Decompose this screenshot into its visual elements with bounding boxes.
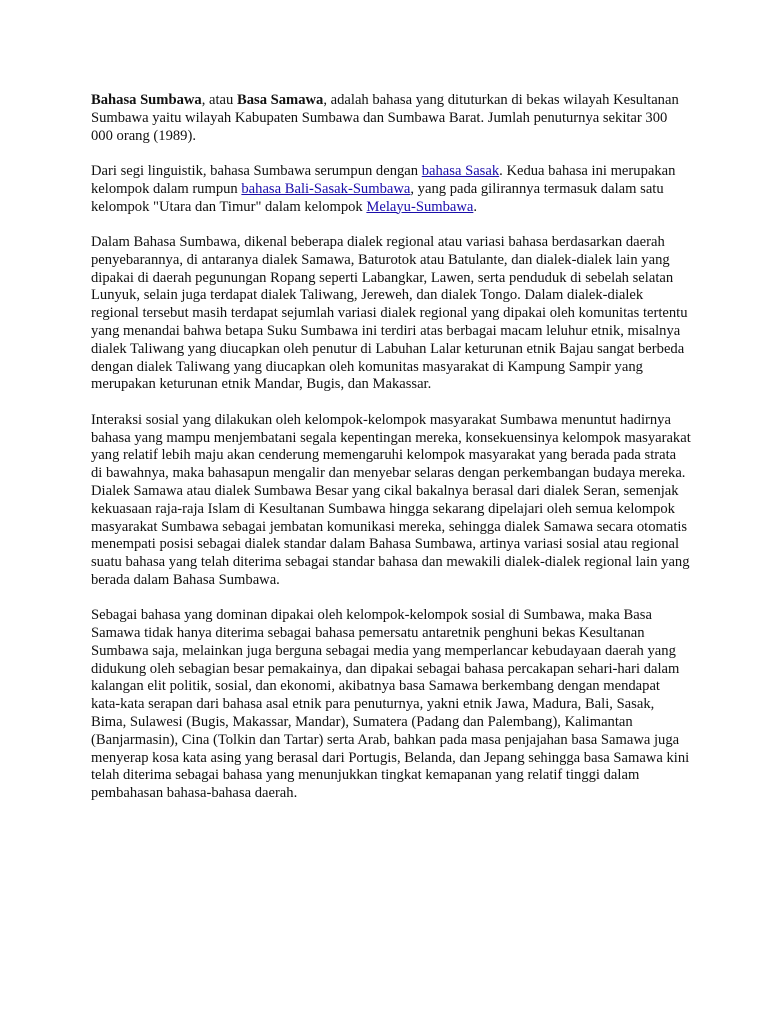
link-melayu-sumbawa[interactable]: Melayu-Sumbawa	[366, 198, 474, 215]
paragraph-dialects: Dalam Bahasa Sumbawa, dikenal beberapa dialek regional atau variasi bahasa berdasarkan daerah penyebarannya, di antaranya dialek Samawa, Baturotok atau Batulante, dan dialek-dialek lain yang dipakai di daerah pegunungan Ropang seperti Labangkar, Lawen, serta penduduk di sebelah selatan Lunyuk, selain juga terdapat dialek Taliwang, Jereweh, dan dialek Tongo. Dalam dialek-dialek regional tersebut masih terdapat sejumlah variasi dialek regional yang dipakai oleh komunitas tertentu yang menandai bahwa betapa Suku Sumbawa ini terdiri atas berbagai macam leluhur etnik, misalnya dialek Taliwang yang diucapkan oleh penutur di Labuhan Lalar keturunan etnik Bajau sangat berbeda dengan dialek Taliwang yang diucapkan oleh komunitas masyarakat di Kampung Sampir yang merupakan keturunan etnik Mandar, Bugis, dan Makassar.	[91, 233, 688, 393]
term-bahasa-sumbawa: Bahasa Sumbawa	[91, 92, 202, 108]
link-bahasa-bali-sasak-sumbawa[interactable]: bahasa Bali-Sasak-Sumbawa	[241, 180, 411, 197]
text-segment: Dari segi linguistik, bahasa Sumbawa serumpun dengan	[91, 162, 422, 179]
link-bahasa-sasak[interactable]: bahasa Sasak	[421, 162, 500, 179]
text-segment: . Kedua bahasa ini merupakan kelompok dalam rumpun	[91, 162, 676, 197]
paragraph-dominant-language: Sebagai bahasa yang dominan dipakai oleh kelompok-kelompok sosial di Sumbawa, maka Basa Samawa tidak hanya diterima sebagai bahasa pemersatu antaretnik penghuni bekas Kesultanan Sumbawa saja, melainkan juga berguna sebagai media yang memperlancar kebudayaan daerah yang didukung oleh sebagian besar pemakainya, dan dipakai sebagai bahasa percakapan sehari-hari dalam kalangan elit politik, sosial, dan ekonomi, akibatnya basa Samawa berkembang dengan mendapat kata-kata serapan dari bahasa asal etnik para penuturnya, yakni etnik Jawa, Madura, Bali, Sasak, Bima, Sulawesi (Bugis, Makassar, Mandar), Sumatera (Padang dan Palembang), Kalimantan (Banjarmasin), Cina (Tolkin dan Tartar) serta Arab, bahkan pada masa penjajahan basa Samawa juga menyerap kosa kata asing yang berasal dari Portugis, Belanda, dan Jepang sehingga basa Samawa kini telah diterima sebagai bahasa yang menunjukkan tingkat kemapanan yang relatif tinggi dalam pembahasan bahasa-bahasa daerah.	[91, 607, 690, 802]
paragraph-intro	[91, 92, 691, 145]
text-segment: , atau	[201, 92, 237, 108]
text-segment: .	[473, 198, 478, 215]
document-page	[91, 92, 691, 821]
text-segment: , yang pada gilirannya termasuk dalam satu kelompok "Utara dan Timur" dalam kelompok	[91, 180, 664, 215]
term-basa-samawa: Basa Samawa	[236, 92, 324, 108]
paragraph-social-interaction: Interaksi sosial yang dilakukan oleh kelompok-kelompok masyarakat Sumbawa menuntut hadirnya bahasa yang mampu menjembatani segala kepentingan mereka, konsekuensinya kelompok masyarakat yang relatif lebih maju akan cenderung memengaruhi kelompok masyarakat yang berada pada strata di bawahnya, maka bahasapun mengalir dan menyebar selaras dengan perkembangan budaya mereka. Dialek Samawa atau dialek Sumbawa Besar yang cikal bakalnya berasal dari dialek Seran, semenjak kekuasaan raja-raja Islam di Kesultanan Sumbawa hingga sekarang dipelajari oleh semua kelompok masyarakat Sumbawa sebagai jembatan komunikasi mereka, sehingga dialek Samawa secara otomatis menempati posisi sebagai dialek standar dalam Bahasa Sumbawa, artinya variasi sosial atau regional suatu bahasa yang telah diterima sebagai standar bahasa dan mewakili dialek-dialek regional lain yang berada dalam Bahasa Sumbawa.	[91, 411, 691, 588]
paragraph-linguistics	[91, 163, 691, 216]
text-segment: , adalah bahasa yang dituturkan di bekas wilayah Kesultanan Sumbawa yaitu wilayah Kabupaten Sumbawa dan Sumbawa Barat. Jumlah penuturnya sekitar 300 000 orang (1989).	[91, 92, 679, 144]
